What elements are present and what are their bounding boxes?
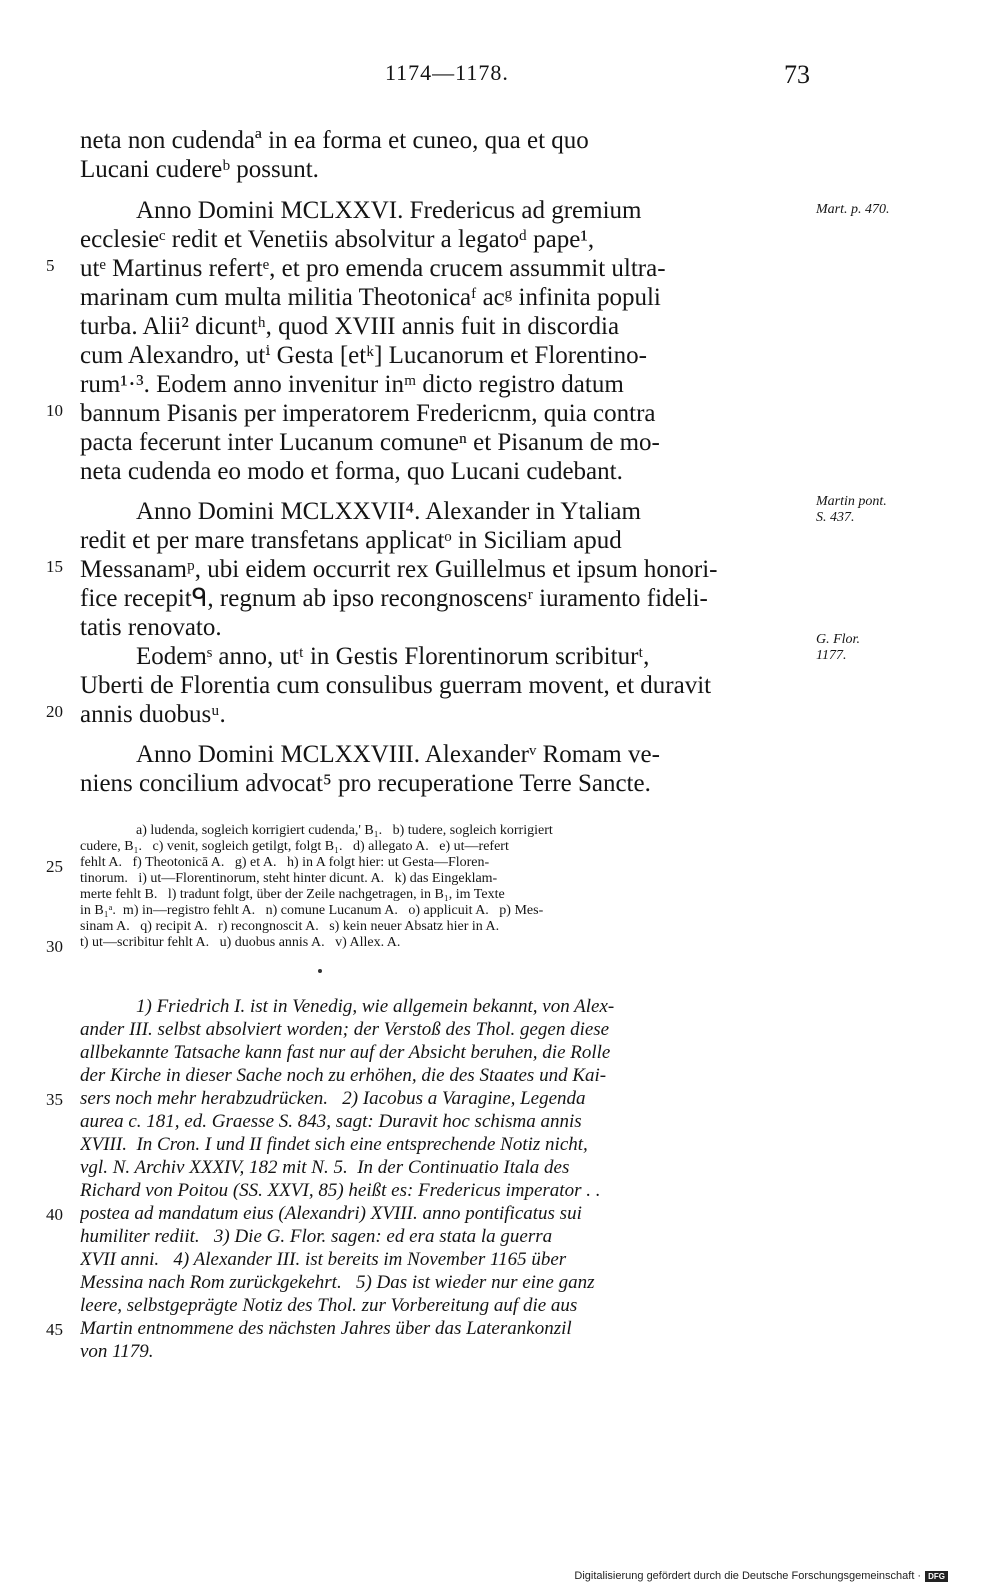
line-number: 35	[46, 1090, 63, 1109]
credit-text: Digitalisierung gefördert durch die Deutsche Forschungsgemeinschaft ·	[574, 1570, 922, 1582]
line-number: 25	[46, 857, 63, 876]
text-line: rum¹·³. Eodem anno invenitur inᵐ dicto registro datum	[80, 371, 624, 398]
note-line: postea ad mandatum eius (Alexandri) XVIII. anno pontificatus sui	[80, 1203, 582, 1224]
text-line: bannum Pisanis per imperatorem Fredericnm, quia contra	[80, 400, 656, 427]
line-number: 30	[46, 937, 63, 956]
line-number: 40	[46, 1205, 63, 1224]
note-line: allbekannte Tatsache kann fast nur auf der Absicht beruhen, die Rolle	[80, 1042, 611, 1063]
note-line: leere, selbstgeprägte Notiz des Thol. zur Vorbereitung auf die aus	[80, 1295, 578, 1316]
note-line: Martin entnommene des nächsten Jahres über das Laterankonzil	[80, 1318, 572, 1339]
note-line: Messina nach Rom zurückgekehrt. 5) Das ist wieder nur eine ganz	[80, 1272, 595, 1293]
line-number: 10	[46, 401, 63, 420]
margin-source-note: G. Flor. 1177.	[816, 632, 860, 663]
note-line: der Kirche in dieser Sache noch zu erhöhen, die des Staates und Kai-	[80, 1065, 607, 1086]
note-line: ander III. selbst absolviert worden; der Verstoß des Thol. gegen diese	[80, 1019, 610, 1040]
apparatus-line: cudere, B₁. c) venit, sogleich getilgt, folgt B₁. d) allegato A. e) ut—refert	[80, 839, 509, 854]
note-line: XVII anni. 4) Alexander III. ist bereits im November 1165 über	[80, 1249, 567, 1270]
note-line: von 1179.	[80, 1341, 154, 1362]
text-line: Uberti de Florentia cum consulibus guerram movent, et duravit	[80, 672, 712, 699]
note-line: aurea c. 181, ed. Graesse S. 843, sagt: Duravit hoc schisma annis	[80, 1111, 582, 1132]
apparatus-line: merte fehlt B. l) tradunt folgt, über der Zeile nachgetragen, in B₁, im Texte	[80, 887, 505, 902]
text-line: neta non cudendaª in ea forma et cuneo, qua et quo	[80, 127, 589, 154]
text-line: Anno Domini MCLXXVIII. Alexanderᵛ Romam ve-	[136, 741, 660, 768]
apparatus-line: sinam A. q) recipit A. r) recongnoscit A. s) kein neuer Absatz hier in A.	[80, 919, 500, 934]
text-line: Anno Domini MCLXXVII⁴. Alexander in Ytaliam	[136, 498, 641, 525]
note-line: humiliter rediit. 3) Die G. Flor. sagen: ed era stata la guerra	[80, 1226, 553, 1247]
text-line: pacta fecerunt inter Lucanum comuneⁿ et Pisanum de mo-	[80, 429, 660, 456]
line-number: 45	[46, 1320, 63, 1339]
apparatus-line: tinorum. i) ut—Florentinorum, steht hinter dicunt. A. k) das Eingeklam-	[80, 871, 498, 886]
text-line: Messanamᵖ, ubi eidem occurrit rex Guillelmus et ipsum honori-	[80, 556, 718, 583]
line-number: 5	[46, 256, 55, 275]
margin-source-note: Martin pont. S. 437.	[816, 494, 887, 525]
text-line: utᵉ Martinus refertᵉ, et pro emenda crucem assummit ultra-	[80, 255, 666, 282]
apparatus-line: a) ludenda, sogleich korrigiert cudenda,' B₁. b) tudere, sogleich korrigiert	[136, 823, 553, 838]
text-line: turba. Alii² dicuntʰ, quod XVIII annis fuit in discordia	[80, 313, 620, 340]
running-header	[80, 60, 810, 100]
apparatus-line: in B₁ᵃ. m) in—registro fehlt A. n) comune Lucanum A. o) applicuit A. p) Mes-	[80, 903, 544, 918]
separator-dot	[318, 969, 322, 973]
text-line: ecclesieᶜ redit et Venetiis absolvitur a legatoᵈ pape¹,	[80, 226, 595, 253]
text-line: tatis renovato.	[80, 614, 222, 641]
text-line: Anno Domini MCLXXVI. Fredericus ad gremium	[136, 197, 642, 224]
note-line: XVIII. In Cron. I und II findet sich eine entsprechende Notiz nicht,	[80, 1134, 588, 1155]
page-number: 73	[784, 60, 810, 89]
text-line: annis duobusᵘ.	[80, 701, 226, 728]
apparatus-line: t) ut—scribitur fehlt A. u) duobus annis A. v) Allex. A.	[80, 935, 401, 950]
header-year-range: 1174—1178.	[385, 60, 509, 85]
text-line: niens concilium advocat⁵ pro recuperatione Terre Sancte.	[80, 770, 651, 797]
note-line: Richard von Poitou (SS. XXVI, 85) heißt es: Fredericus imperator . .	[80, 1180, 601, 1201]
text-line: fice recepitᑫ, regnum ab ipso recongnoscensʳ iuramento fideli-	[80, 585, 708, 612]
text-line: marinam cum multa militia Theotonicaᶠ acᵍ infinita populi	[80, 284, 661, 311]
digitization-credit	[574, 1570, 948, 1582]
line-number: 20	[46, 702, 63, 721]
note-line: 1) Friedrich I. ist in Venedig, wie allgemein bekannt, von Alex-	[136, 996, 615, 1017]
line-number: 15	[46, 557, 63, 576]
text-line: redit et per mare transfetans applicatᵒ in Siciliam apud	[80, 527, 622, 554]
text-line: Eodemˢ anno, utᵗ in Gestis Florentinorum scribiturᵗ,	[136, 643, 650, 670]
text-line: cum Alexandro, utⁱ Gesta [etᵏ] Lucanorum et Florentino-	[80, 342, 647, 369]
text-line: neta cudenda eo modo et forma, quo Lucani cudebant.	[80, 458, 623, 485]
margin-source-note: Mart. p. 470.	[816, 202, 890, 217]
note-line: vgl. N. Archiv XXXIV, 182 mit N. 5. In der Continuatio Itala des	[80, 1157, 570, 1178]
note-line: sers noch mehr herabzudrücken. 2) Iacobus a Varagine, Legenda	[80, 1088, 586, 1109]
dfg-logo: DFG	[925, 1571, 948, 1582]
text-line: Lucani cudereᵇ possunt.	[80, 156, 319, 183]
apparatus-line: fehlt A. f) Theotonicā A. g) et A. h) in A folgt hier: ut Gesta—Floren-	[80, 855, 490, 870]
